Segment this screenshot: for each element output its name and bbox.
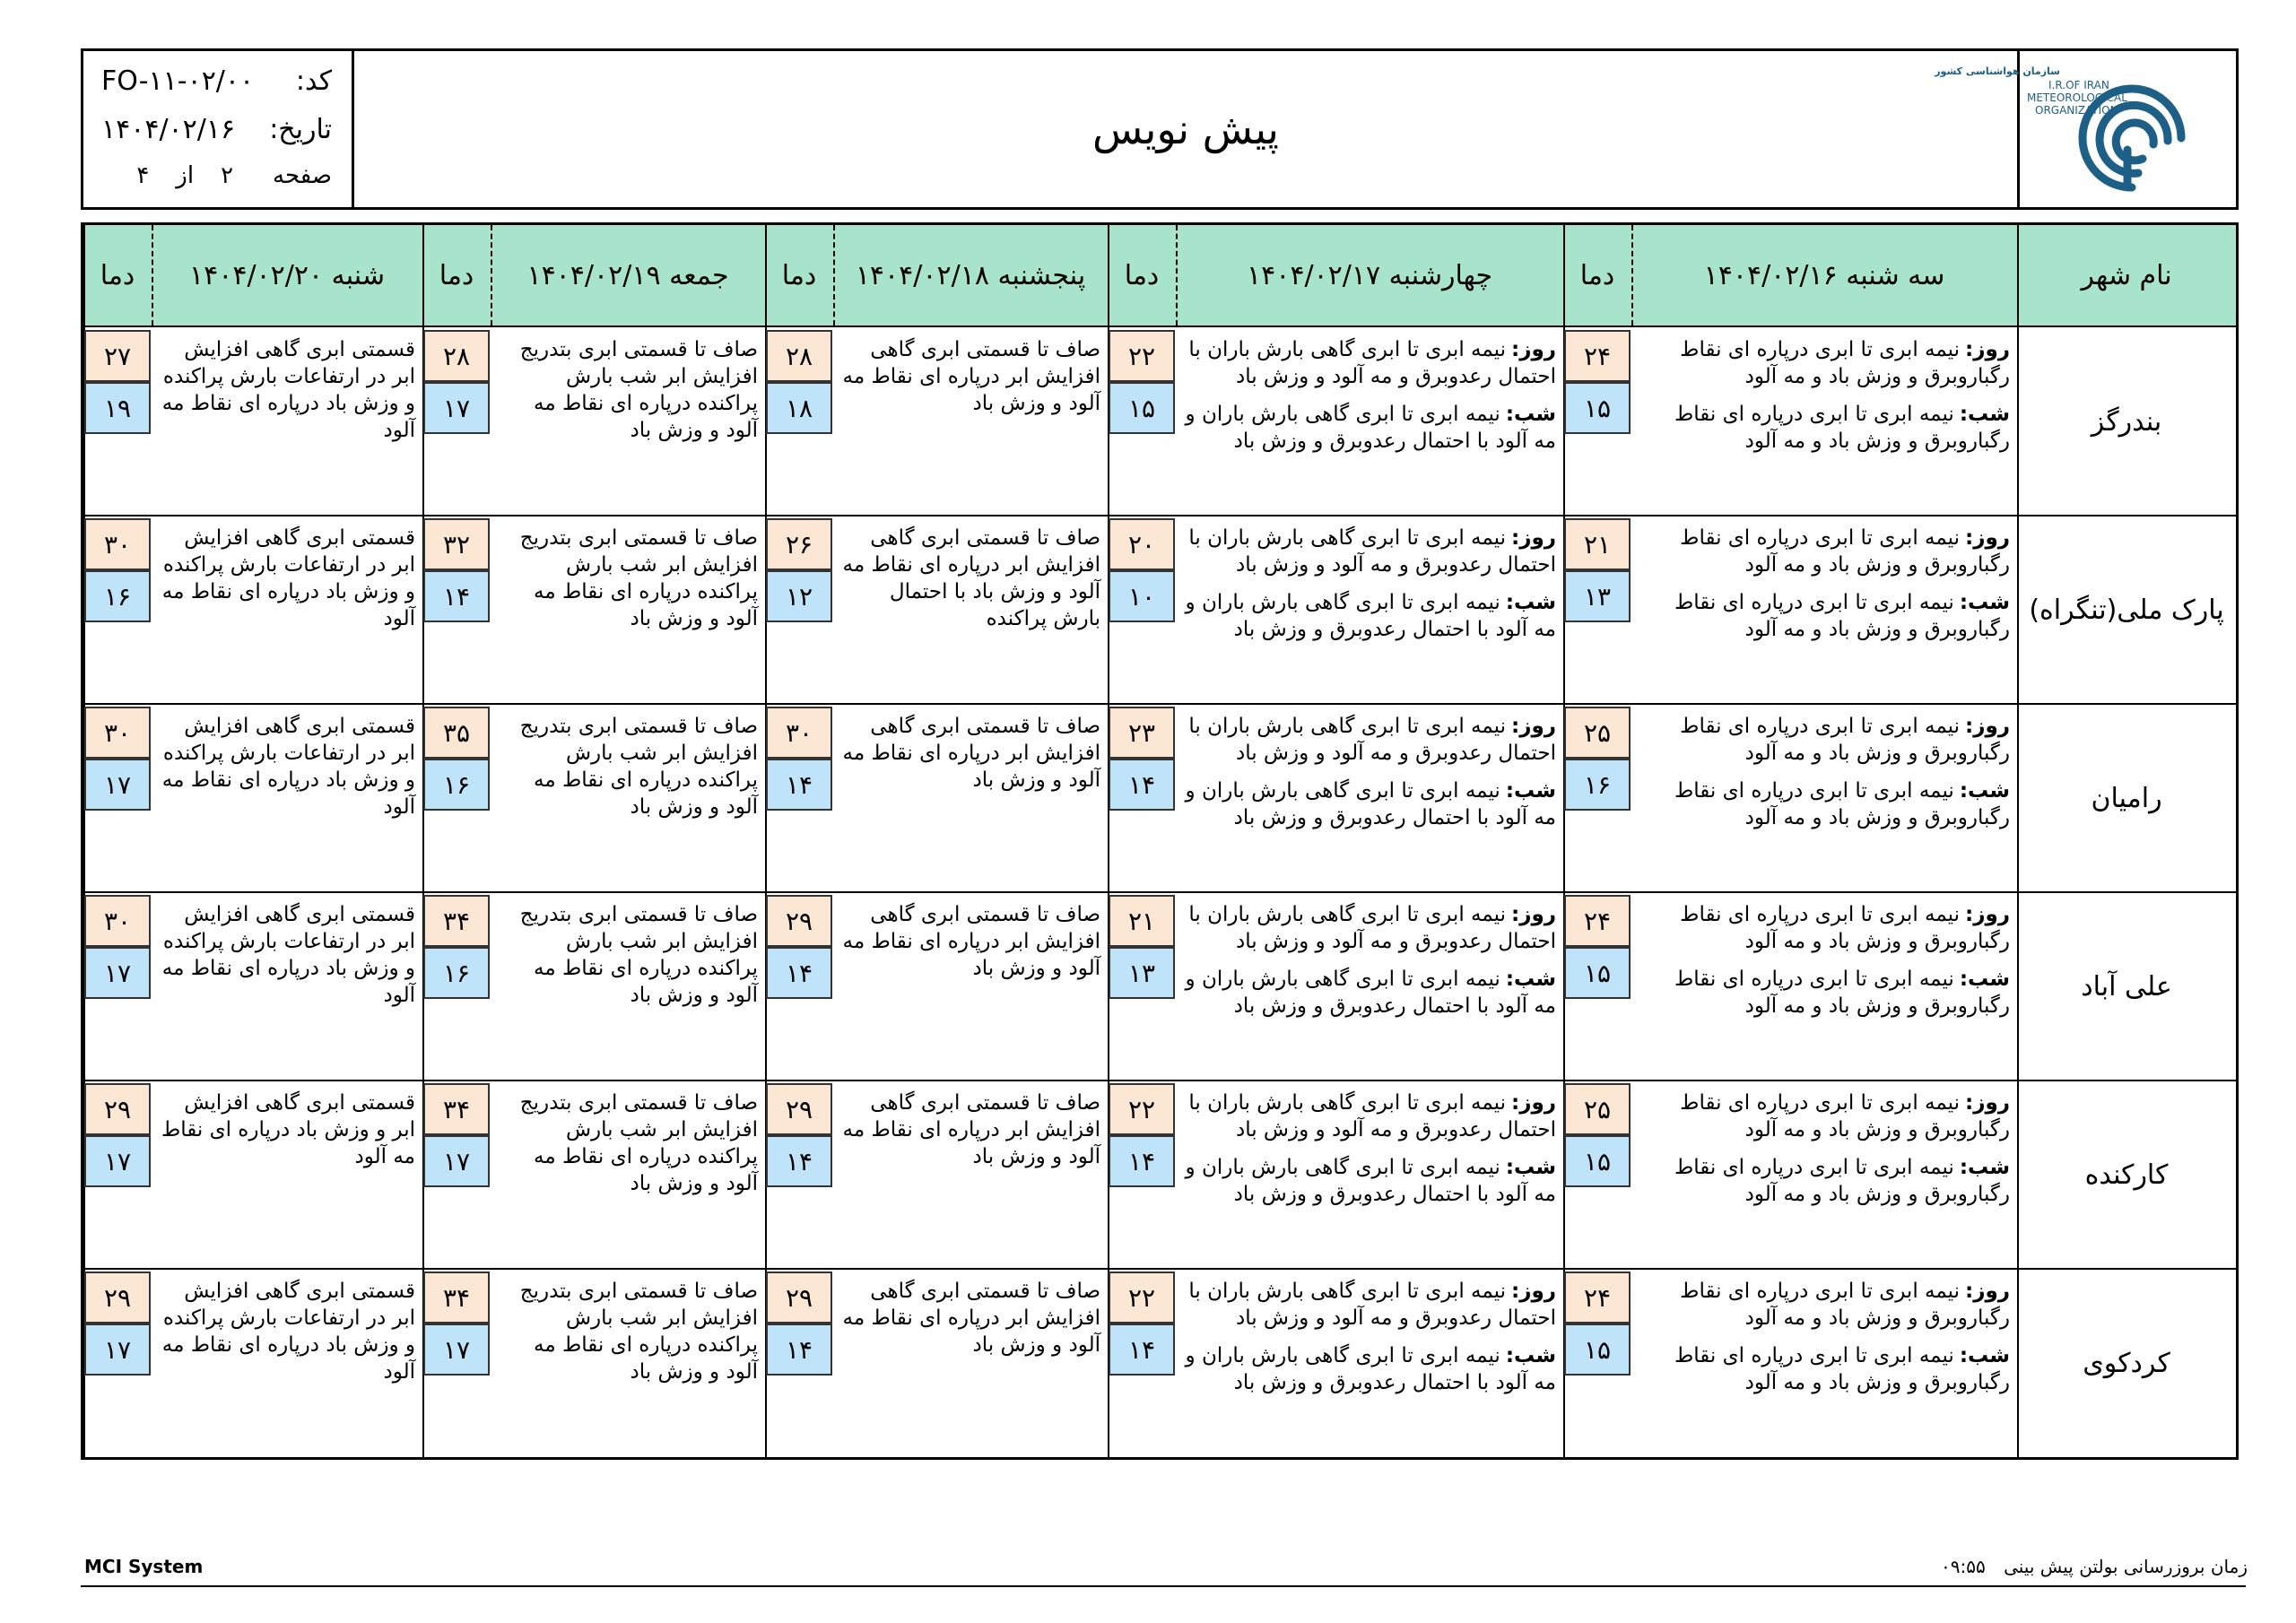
day-forecast	[1185, 1278, 1556, 1332]
min-temp: ۱۰	[1109, 570, 1175, 622]
day-forecast-text: نیمه ابری تا ابری گاهی بارش باران با احتمال رعدوبرق و مه آلود و وزش باد	[1188, 903, 1556, 953]
day-label: روز:	[1965, 526, 2010, 550]
forecast-text: قسمتی ابری گاهی افزایش ابر در ارتفاعات بارش پراکنده و وزش باد درپاره ای نقاط مه آلود	[161, 526, 415, 630]
day-forecast-text: نیمه ابری تا ابری درپاره ای نقاط رگباروبرق و وزش باد و مه آلود	[1680, 526, 2010, 577]
forecast-text: صاف تا قسمتی ابری بتدریج افزایش ابر شب بارش پراکنده درپاره ای نقاط مه آلود و وزش باد	[519, 338, 758, 442]
max-temp: ۳۰	[84, 518, 151, 570]
city-name: کارکنده	[2084, 1159, 2169, 1191]
city-column-header: نام شهر	[2017, 225, 2236, 325]
day-forecast	[1185, 525, 1556, 578]
night-forecast	[1185, 966, 1556, 1020]
forecast-description	[500, 901, 758, 1009]
forecast-text: صاف تا قسمتی ابری گاهی افزایش ابر درپاره ای نقاط مه آلود و وزش باد	[842, 715, 1100, 792]
city-name: رامیان	[2091, 782, 2162, 814]
forecast-description	[500, 525, 758, 632]
night-forecast-text: نیمه ابری تا ابری گاهی بارش باران و مه آلود با احتمال رعدوبرق و وزش باد	[1185, 403, 1556, 453]
night-label: شب:	[1959, 403, 2010, 426]
night-forecast	[1185, 777, 1556, 831]
dashed-divider	[1631, 225, 1633, 325]
max-temp: ۲۵	[1564, 1083, 1631, 1135]
day-forecast-text: نیمه ابری تا ابری گاهی بارش باران با احتمال رعدوبرق و مه آلود و وزش باد	[1188, 1280, 1556, 1330]
max-temp: ۲۶	[766, 518, 832, 570]
forecast-description	[842, 1278, 1100, 1358]
day-forecast	[1185, 713, 1556, 767]
night-forecast-text: نیمه ابری تا ابری درپاره ای نقاط رگباروبرق و وزش باد و مه آلود	[1674, 779, 2010, 829]
max-temp: ۲۹	[766, 1083, 832, 1135]
night-label: شب:	[1505, 968, 1556, 991]
forecast-description	[842, 901, 1100, 982]
night-forecast-text: نیمه ابری تا ابری درپاره ای نقاط رگباروبرق و وزش باد و مه آلود	[1674, 1344, 2010, 1394]
min-temp: ۱۵	[1564, 1135, 1631, 1187]
document-header	[81, 48, 2239, 210]
min-temp: ۱۳	[1564, 570, 1631, 622]
night-label: شب:	[1959, 968, 2010, 991]
day-label: روز:	[1511, 338, 1556, 361]
max-temp: ۲۷	[84, 330, 151, 382]
forecast-text: صاف تا قسمتی ابری بتدریج افزایش ابر شب بارش پراکنده درپاره ای نقاط مه آلود و وزش باد	[519, 903, 758, 1007]
forecast-description	[500, 1089, 758, 1197]
night-forecast-text: نیمه ابری تا ابری درپاره ای نقاط رگباروبرق و وزش باد و مه آلود	[1674, 968, 2010, 1018]
min-temp: ۱۶	[423, 759, 490, 811]
date-label: تاریخ:	[269, 114, 332, 145]
max-temp: ۲۹	[766, 895, 832, 947]
forecast-table	[81, 222, 2239, 1460]
code-label: کد:	[295, 65, 332, 97]
day-forecast	[1185, 901, 1556, 955]
city-name: بندرگز	[2091, 405, 2162, 438]
night-forecast-text: نیمه ابری تا ابری گاهی بارش باران و مه آلود با احتمال رعدوبرق و وزش باد	[1185, 1156, 1556, 1206]
forecast-text: قسمتی ابری گاهی افزایش ابر در ارتفاعات بارش پراکنده و وزش باد درپاره ای نقاط مه آلود	[161, 338, 415, 442]
forecast-text: قسمتی ابری گاهی افزایش ابر در ارتفاعات بارش پراکنده و وزش باد درپاره ای نقاط مه آلود	[161, 1280, 415, 1384]
dashed-divider	[491, 225, 492, 325]
forecast-description	[1185, 1278, 1556, 1407]
min-temp: ۱۶	[1564, 759, 1631, 811]
row-divider	[83, 1268, 2236, 1270]
dashed-divider	[152, 225, 153, 325]
day-forecast-text: نیمه ابری تا ابری درپاره ای نقاط رگباروبرق و وزش باد و مه آلود	[1680, 338, 2010, 388]
footer-divider	[81, 1585, 2246, 1587]
night-forecast	[1640, 1342, 2010, 1396]
min-temp: ۱۴	[766, 759, 832, 811]
forecast-description	[500, 336, 758, 444]
date-value: ۱۴۰۴/۰۲/۱۶	[101, 114, 236, 145]
forecast-description	[500, 1278, 758, 1385]
min-temp: ۱۲	[766, 570, 832, 622]
min-temp: ۱۶	[423, 947, 490, 999]
row-divider	[83, 515, 2236, 516]
max-temp: ۲۹	[84, 1271, 151, 1324]
max-temp: ۲۵	[1564, 707, 1631, 759]
night-forecast	[1185, 401, 1556, 455]
max-temp: ۲۱	[1109, 895, 1175, 947]
day-label: روز:	[1511, 715, 1556, 738]
min-temp: ۱۵	[1109, 382, 1175, 434]
night-label: شب:	[1959, 591, 2010, 614]
min-temp: ۱۵	[1564, 947, 1631, 999]
max-temp: ۳۲	[423, 518, 490, 570]
forecast-text: قسمتی ابری گاهی افزایش ابر در ارتفاعات بارش پراکنده و وزش باد درپاره ای نقاط مه آلود	[161, 715, 415, 819]
page-number: ۲	[221, 162, 234, 189]
night-label: شب:	[1505, 1344, 1556, 1367]
night-forecast-text: نیمه ابری تا ابری درپاره ای نقاط رگباروبرق و وزش باد و مه آلود	[1674, 403, 2010, 453]
min-temp: ۱۷	[84, 1135, 151, 1187]
forecast-text: صاف تا قسمتی ابری بتدریج افزایش ابر شب بارش پراکنده درپاره ای نقاط مه آلود و وزش باد	[519, 1280, 758, 1384]
max-temp: ۳۰	[84, 707, 151, 759]
max-temp: ۲۹	[84, 1083, 151, 1135]
forecast-text: صاف تا قسمتی ابری بتدریج افزایش ابر شب بارش پراکنده درپاره ای نقاط مه آلود و وزش باد	[519, 526, 758, 630]
max-temp: ۲۲	[1109, 330, 1175, 382]
min-temp: ۱۷	[423, 1135, 490, 1187]
night-label: شب:	[1959, 1156, 2010, 1179]
forecast-description	[1185, 713, 1556, 842]
temp-column-header: دما	[83, 225, 152, 325]
forecast-description	[1640, 713, 2010, 842]
day-column-header: جمعه ۱۴۰۴/۰۲/۱۹	[491, 225, 765, 325]
max-temp: ۲۰	[1109, 518, 1175, 570]
min-temp: ۱۴	[1109, 1324, 1175, 1376]
city-name: پارک ملی(تنگراه)	[2029, 594, 2224, 626]
forecast-description	[842, 336, 1100, 417]
city-name: کردکوی	[2083, 1347, 2170, 1379]
min-temp: ۱۳	[1109, 947, 1175, 999]
min-temp: ۱۸	[766, 382, 832, 434]
day-label: روز:	[1965, 1091, 2010, 1115]
day-forecast-text: نیمه ابری تا ابری درپاره ای نقاط رگباروبرق و وزش باد و مه آلود	[1680, 903, 2010, 953]
day-label: روز:	[1511, 1091, 1556, 1115]
max-temp: ۲۲	[1109, 1083, 1175, 1135]
forecast-description	[1185, 525, 1556, 654]
forecast-description	[1185, 1089, 1556, 1219]
forecast-text: صاف تا قسمتی ابری گاهی افزایش ابر درپاره ای نقاط مه آلود و وزش باد	[842, 338, 1100, 415]
logo	[1935, 51, 2236, 207]
day-forecast	[1640, 336, 2010, 390]
min-temp: ۱۴	[423, 570, 490, 622]
night-forecast-text: نیمه ابری تا ابری گاهی بارش باران و مه آلود با احتمال رعدوبرق و وزش باد	[1185, 1344, 1556, 1394]
dashed-divider	[1176, 225, 1178, 325]
night-label: شب:	[1505, 1156, 1556, 1179]
max-temp: ۲۱	[1564, 518, 1631, 570]
night-forecast-text: نیمه ابری تا ابری درپاره ای نقاط رگباروبرق و وزش باد و مه آلود	[1674, 591, 2010, 641]
date-row	[101, 114, 332, 145]
forecast-description	[161, 901, 415, 1009]
night-label: شب:	[1505, 591, 1556, 614]
row-divider	[83, 891, 2236, 893]
night-label: شب:	[1505, 779, 1556, 803]
temp-column-header: دما	[1108, 225, 1176, 325]
update-time: ۰۹:۵۵	[1941, 1556, 1986, 1577]
forecast-text: صاف تا قسمتی ابری گاهی افزایش ابر درپاره ای نقاط مه آلود و وزش باد	[842, 1091, 1100, 1168]
logo-text-3: ORGANIZATION	[2035, 104, 2118, 117]
day-forecast-text: نیمه ابری تا ابری گاهی بارش باران با احتمال رعدوبرق و مه آلود و وزش باد	[1188, 715, 1556, 765]
night-forecast	[1640, 589, 2010, 643]
page-label: صفحه	[273, 162, 332, 189]
min-temp: ۱۷	[423, 382, 490, 434]
min-temp: ۱۴	[766, 1324, 832, 1376]
logo-text-fa: سازمان هواشناسی کشور	[1935, 65, 2060, 77]
meteorological-organization-logo	[1935, 51, 2233, 207]
min-temp: ۱۶	[84, 570, 151, 622]
forecast-description	[161, 525, 415, 632]
night-label: شب:	[1959, 1344, 2010, 1367]
max-temp: ۲۲	[1109, 1271, 1175, 1324]
max-temp: ۲۳	[1109, 707, 1175, 759]
day-column-header: چهارشنبه ۱۴۰۴/۰۲/۱۷	[1176, 225, 1563, 325]
page-of-label: از	[176, 162, 195, 189]
day-forecast	[1185, 336, 1556, 390]
max-temp: ۳۰	[766, 707, 832, 759]
min-temp: ۱۹	[84, 382, 151, 434]
night-forecast-text: نیمه ابری تا ابری گاهی بارش باران و مه آلود با احتمال رعدوبرق و وزش باد	[1185, 591, 1556, 641]
night-forecast	[1640, 1154, 2010, 1208]
page-row	[101, 162, 332, 189]
forecast-description	[1640, 336, 2010, 465]
forecast-description	[161, 713, 415, 820]
day-label: روز:	[1965, 338, 2010, 361]
night-forecast	[1640, 401, 2010, 455]
logo-text-1: I.R.OF IRAN	[2048, 79, 2109, 91]
day-label: روز:	[1965, 1280, 2010, 1303]
min-temp: ۱۷	[84, 947, 151, 999]
day-column-header: سه شنبه ۱۴۰۴/۰۲/۱۶	[1631, 225, 2017, 325]
night-forecast-text: نیمه ابری تا ابری درپاره ای نقاط رگباروبرق و وزش باد و مه آلود	[1674, 1156, 2010, 1206]
max-temp: ۲۸	[423, 330, 490, 382]
night-forecast	[1185, 1154, 1556, 1208]
max-temp: ۳۴	[423, 895, 490, 947]
min-temp: ۱۷	[84, 759, 151, 811]
forecast-text: صاف تا قسمتی ابری گاهی افزایش ابر درپاره ای نقاط مه آلود و وزش باد	[842, 903, 1100, 980]
forecast-description	[842, 525, 1100, 632]
day-forecast-text: نیمه ابری تا ابری گاهی بارش باران با احتمال رعدوبرق و مه آلود و وزش باد	[1188, 526, 1556, 577]
min-temp: ۱۴	[766, 947, 832, 999]
day-forecast-text: نیمه ابری تا ابری درپاره ای نقاط رگباروبرق و وزش باد و مه آلود	[1680, 715, 2010, 765]
forecast-text: قسمتی ابری گاهی افزایش ابر در ارتفاعات بارش پراکنده و وزش باد درپاره ای نقاط مه آلود	[161, 903, 415, 1007]
forecast-description	[161, 1089, 415, 1170]
day-label: روز:	[1965, 903, 2010, 926]
forecast-description	[1640, 901, 2010, 1030]
page-title: پیش نویس	[1092, 105, 1279, 153]
min-temp: ۱۷	[84, 1324, 151, 1376]
night-forecast	[1185, 589, 1556, 643]
day-label: روز:	[1965, 715, 2010, 738]
max-temp: ۳۴	[423, 1083, 490, 1135]
forecast-text: قسمتی ابری گاهی افزایش ابر و وزش باد درپاره ای نقاط مه آلود	[161, 1091, 415, 1168]
row-divider	[83, 1080, 2236, 1081]
forecast-text: صاف تا قسمتی ابری بتدریج افزایش ابر شب بارش پراکنده درپاره ای نقاط مه آلود و وزش باد	[519, 1091, 758, 1195]
document-code-block	[83, 51, 354, 207]
max-temp: ۳۵	[423, 707, 490, 759]
max-temp: ۲۴	[1564, 330, 1631, 382]
day-forecast	[1640, 713, 2010, 767]
row-divider	[83, 703, 2236, 705]
day-forecast	[1185, 1089, 1556, 1143]
update-time-note	[1941, 1556, 2248, 1577]
forecast-description	[842, 713, 1100, 794]
night-forecast	[1185, 1342, 1556, 1396]
day-forecast-text: نیمه ابری تا ابری درپاره ای نقاط رگباروبرق و وزش باد و مه آلود	[1680, 1091, 2010, 1141]
night-forecast-text: نیمه ابری تا ابری گاهی بارش باران و مه آلود با احتمال رعدوبرق و وزش باد	[1185, 779, 1556, 829]
day-label: روز:	[1511, 1280, 1556, 1303]
night-label: شب:	[1959, 779, 2010, 803]
day-forecast	[1640, 525, 2010, 578]
page-total: ۴	[136, 162, 150, 189]
night-forecast	[1640, 966, 2010, 1020]
day-column-header: پنجشنبه ۱۴۰۴/۰۲/۱۸	[833, 225, 1108, 325]
forecast-description	[1185, 336, 1556, 465]
temp-column-header: دما	[765, 225, 833, 325]
forecast-description	[842, 1089, 1100, 1170]
day-forecast	[1640, 901, 2010, 955]
max-temp: ۲۸	[766, 330, 832, 382]
forecast-description	[1185, 901, 1556, 1030]
forecast-description	[1640, 1089, 2010, 1219]
temp-column-header: دما	[1563, 225, 1631, 325]
forecast-text: صاف تا قسمتی ابری گاهی افزایش ابر درپاره ای نقاط مه آلود و وزش باد	[842, 1280, 1100, 1357]
day-label: روز:	[1511, 903, 1556, 926]
max-temp: ۳۴	[423, 1271, 490, 1324]
min-temp: ۱۴	[1109, 759, 1175, 811]
night-label: شب:	[1505, 403, 1556, 426]
code-value: FO-۱۱-۰۲/۰۰	[101, 65, 255, 97]
day-forecast	[1640, 1089, 2010, 1143]
forecast-description	[1640, 525, 2010, 654]
min-temp: ۱۴	[1109, 1135, 1175, 1187]
min-temp: ۱۷	[423, 1324, 490, 1376]
max-temp: ۳۰	[84, 895, 151, 947]
night-forecast	[1640, 777, 2010, 831]
forecast-description	[1640, 1278, 2010, 1407]
night-forecast-text: نیمه ابری تا ابری گاهی بارش باران و مه آلود با احتمال رعدوبرق و وزش باد	[1185, 968, 1556, 1018]
temp-column-header: دما	[422, 225, 491, 325]
max-temp: ۲۴	[1564, 895, 1631, 947]
update-label: زمان بروزرسانی بولتن پیش بینی	[2004, 1556, 2248, 1577]
forecast-description	[500, 713, 758, 820]
day-label: روز:	[1511, 526, 1556, 550]
logo-text-2: METEOROLOGICAL	[2027, 91, 2127, 104]
forecast-text: صاف تا قسمتی ابری گاهی افزایش ابر درپاره ای نقاط مه آلود و وزش باد با احتمال بارش پراکنده	[842, 526, 1100, 630]
city-name: علی آباد	[2081, 970, 2172, 1002]
forecast-text: صاف تا قسمتی ابری بتدریج افزایش ابر شب بارش پراکنده درپاره ای نقاط مه آلود و وزش باد	[519, 715, 758, 819]
forecast-description	[161, 1278, 415, 1385]
min-temp: ۱۵	[1564, 382, 1631, 434]
system-name: MCI System	[84, 1556, 204, 1577]
code-row	[101, 65, 332, 97]
max-temp: ۲۴	[1564, 1271, 1631, 1324]
max-temp: ۲۹	[766, 1271, 832, 1324]
min-temp: ۱۵	[1564, 1324, 1631, 1376]
day-column-header: شنبه ۱۴۰۴/۰۲/۲۰	[152, 225, 422, 325]
dashed-divider	[833, 225, 835, 325]
day-forecast-text: نیمه ابری تا ابری گاهی بارش باران با احتمال رعدوبرق و مه آلود و وزش باد	[1188, 338, 1556, 388]
day-forecast-text: نیمه ابری تا ابری گاهی بارش باران با احتمال رعدوبرق و مه آلود و وزش باد	[1188, 1091, 1556, 1141]
day-forecast	[1640, 1278, 2010, 1332]
min-temp: ۱۴	[766, 1135, 832, 1187]
forecast-description	[161, 336, 415, 444]
day-forecast-text: نیمه ابری تا ابری درپاره ای نقاط رگباروبرق و وزش باد و مه آلود	[1680, 1280, 2010, 1330]
row-divider	[83, 325, 2236, 327]
